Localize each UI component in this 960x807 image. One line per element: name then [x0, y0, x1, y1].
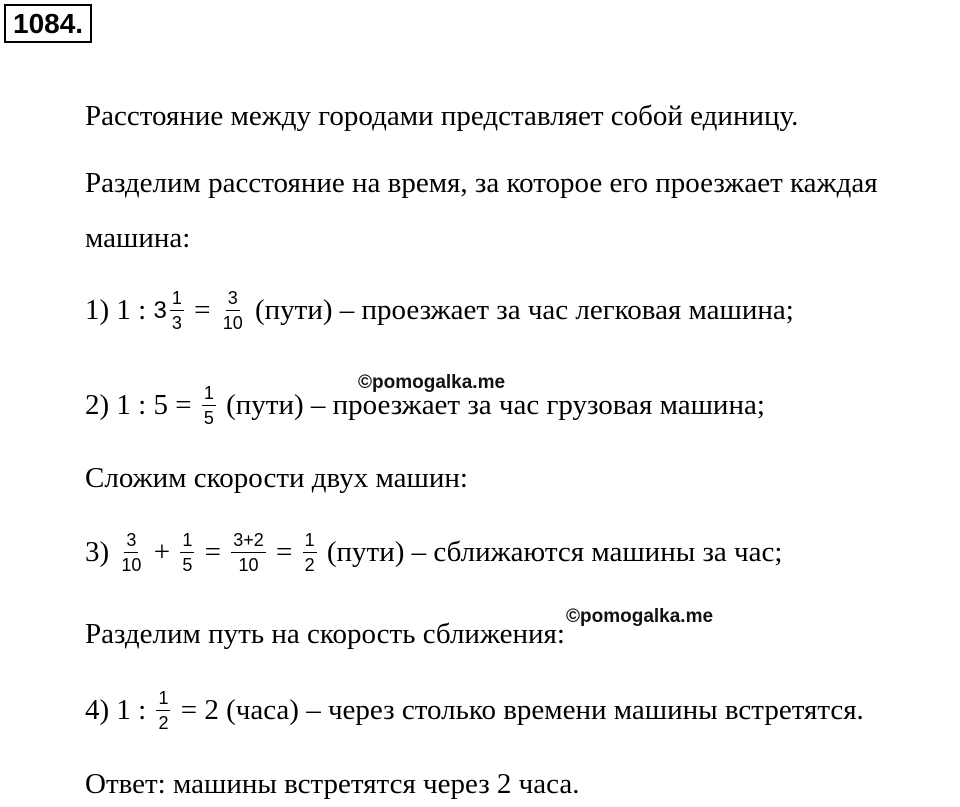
numerator: 1: [156, 688, 170, 711]
step-4: [85, 688, 864, 733]
step-2-prefix: 2) 1 : 5 =: [85, 389, 199, 421]
fraction: [119, 530, 143, 575]
numerator: 1: [180, 530, 194, 553]
step-3: [85, 530, 782, 575]
numerator: 1: [202, 383, 216, 406]
watermark: ©pomogalka.me: [566, 606, 714, 627]
denominator: 5: [182, 555, 193, 575]
answer-line: Ответ: машины встретятся через 2 часа.: [85, 768, 580, 800]
plus-sign: +: [146, 536, 178, 568]
equals-sign: =: [268, 536, 300, 568]
step-3-text: (пути) – сближаются машины за час;: [319, 536, 783, 568]
denominator: 10: [238, 555, 259, 575]
text-line-2b: машина:: [85, 222, 191, 254]
fraction: [221, 288, 245, 333]
step-4-text: = 2 (часа) – через столько времени машины встретятся.: [173, 694, 864, 726]
equals-sign: =: [186, 294, 218, 326]
numerator: 1: [170, 288, 184, 311]
problem-number: 1084.: [4, 4, 92, 43]
denominator: 2: [158, 713, 169, 733]
denominator: 10: [121, 555, 142, 575]
step-3-prefix: 3): [85, 536, 117, 568]
step-4-prefix: 4) 1 :: [85, 694, 154, 726]
denominator: 5: [203, 408, 214, 428]
fraction: [156, 688, 170, 733]
text-line-2a: Разделим расстояние на время, за которое его проезжает каждая: [85, 167, 878, 199]
step-2-text: (пути) – проезжает за час грузовая машина;: [218, 389, 765, 421]
numerator: 1: [303, 530, 317, 553]
text-line-1: Расстояние между городами представляет собой единицу.: [85, 100, 799, 132]
fraction: [303, 530, 317, 575]
step-1-text: (пути) – проезжает за час легковая машина;: [247, 294, 794, 326]
fraction: [180, 530, 194, 575]
text-line-4: Разделим путь на скорость сближения:: [85, 618, 565, 650]
equals-sign: =: [197, 536, 229, 568]
text-line-3: Сложим скорости двух машин:: [85, 462, 468, 494]
denominator: 3: [171, 313, 182, 333]
denominator: 2: [304, 555, 315, 575]
numerator: 3: [226, 288, 240, 311]
fraction: [202, 383, 216, 428]
step-1-whole: 3: [153, 296, 167, 324]
step-1-prefix: 1) 1 :: [85, 294, 154, 326]
watermark: ©pomogalka.me: [358, 372, 506, 393]
fraction: [170, 288, 184, 333]
denominator: 10: [222, 313, 243, 333]
numerator: 3+2: [231, 530, 266, 553]
step-1: [85, 288, 794, 333]
numerator: 3: [124, 530, 138, 553]
fraction: [231, 530, 266, 575]
